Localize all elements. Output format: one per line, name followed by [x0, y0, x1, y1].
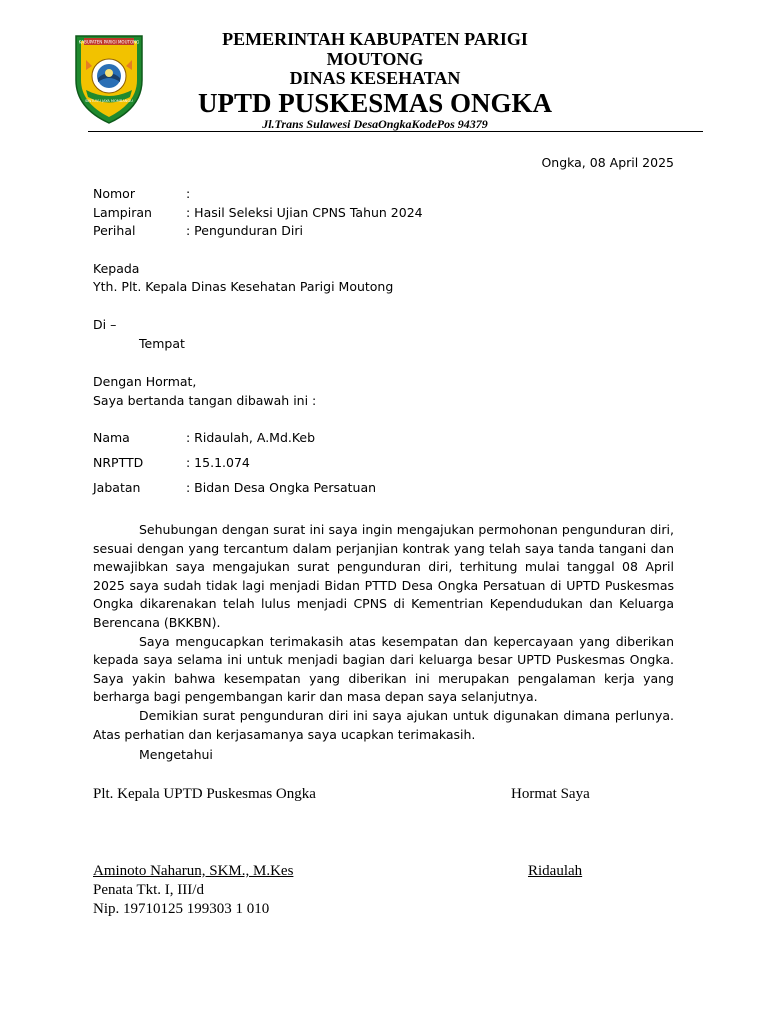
- identity-label-nama: Nama: [93, 430, 130, 445]
- meta-value-perihal: : Pengunduran Diri: [186, 223, 303, 238]
- header-government-line: PEMERINTAH KABUPATEN PARIGI: [222, 29, 528, 49]
- header-regency-line: MOUTONG: [326, 49, 424, 69]
- letter-body: [93, 521, 674, 744]
- identity-value-nrpttd: : 15.1.074: [186, 455, 250, 470]
- meta-value-nomor: :: [186, 186, 191, 201]
- header-divider: [88, 131, 703, 132]
- body-paragraph-1: Sehubungan dengan surat ini saya ingin mengajukan permohonan pengunduran diri, sesuai dengan yang tercantum dalam perjanjian kontrak yang telah saya tanda tangani dan mewajibkan saya mengajukan surat pengunduran diri, terhitung mulai tanggal 08 April 2025 saya sudah tidak lagi menjadi Bidan PTTD Desa Ongka Persatuan di UPTD Puskesmas Ongka dikarenakan telah lulus menjadi CPNS di Kementrian Kependudukan dan Keluarga Berencana (BKKBN).: [93, 522, 674, 630]
- identity-value-jabatan: : Bidan Desa Ongka Persatuan: [186, 480, 377, 495]
- body-paragraph-2: Saya mengucapkan terimakasih atas kesempatan dan kepercayaan yang diberikan kepada saya selama ini untuk menjadi bagian dari keluarga besar UPTD Puskesmas Ongka. Saya yakin bahwa kesempatan yang diberikan ini merupakan pengalaman kerja yang berharga bagi pengembangan karir dan masa depan saya selanjutnya.: [93, 633, 674, 705]
- meta-label-lampiran: Lampiran: [93, 205, 152, 220]
- signature-right-title: Hormat Saya: [511, 786, 590, 802]
- identity-label-jabatan: Jabatan: [93, 480, 141, 495]
- body-paragraph-3: Demikian surat pengunduran diri ini saya ajukan untuk digunakan dimana perlunya. Atas perhatian dan kerjasamanya saya ucapkan terimakasih.: [93, 707, 674, 742]
- mengetahui-label: Mengetahui: [139, 747, 213, 762]
- intro-line: Saya bertanda tangan dibawah ini :: [93, 393, 317, 408]
- header-department-line: DINAS KESEHATAN: [289, 68, 461, 88]
- identity-label-nrpttd: NRPTTD: [93, 455, 144, 470]
- signature-left-title: Plt. Kepala UPTD Puskesmas Ongka: [93, 786, 316, 802]
- meta-label-perihal: Perihal: [93, 223, 136, 238]
- signature-right-name: Ridaulah: [528, 863, 583, 879]
- letter-date: Ongka, 08 April 2025: [541, 155, 674, 170]
- header-institution-name: UPTD PUSKESMAS ONGKA: [197, 88, 553, 118]
- meta-value-lampiran: : Hasil Seleksi Ujian CPNS Tahun 2024: [186, 205, 423, 220]
- header-address: Jl.Trans Sulawesi DesaOngkaKodePos 94379: [262, 117, 488, 131]
- recipient-name: Yth. Plt. Kepala Dinas Kesehatan Parigi Moutong: [93, 279, 394, 294]
- meta-label-nomor: Nomor: [93, 186, 135, 201]
- logo-motto-text: SINTUVU JAYA MOMBANGU: [85, 99, 133, 103]
- recipient-kepada: Kepada: [93, 261, 140, 276]
- greeting-line: Dengan Hormat,: [93, 374, 197, 389]
- signature-left-rank: Penata Tkt. I, III/d: [93, 882, 204, 898]
- signature-left-name: Aminoto Naharun, SKM., M.Kes: [93, 863, 294, 879]
- recipient-tempat: Tempat: [139, 336, 185, 351]
- signature-left-nip: Nip. 19710125 199303 1 010: [93, 901, 270, 917]
- identity-value-nama: : Ridaulah, A.Md.Keb: [186, 430, 316, 445]
- logo-top-text: KABUPATEN PARIGI MOUTONG: [78, 39, 140, 45]
- recipient-di: Di –: [93, 317, 117, 332]
- regency-emblem-logo: [72, 30, 146, 126]
